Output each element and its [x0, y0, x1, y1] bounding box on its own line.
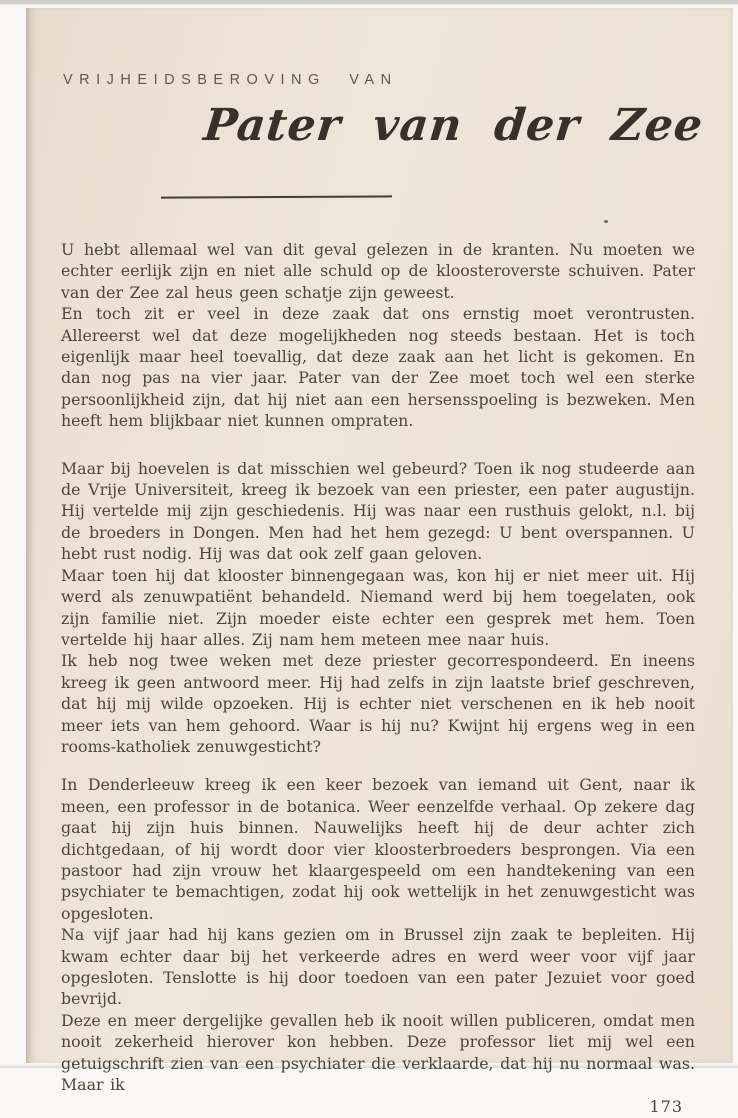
- body-paragraph: Na vijf jaar had hij kans gezien om in Brussel zijn zaak te bepleiten. Hij kwam echter daar bij het verkeerde adres en werd weer voor vijf jaar opgesloten. Tenslotte is hij door toedoen van een pater Jezuiet voor goed bevrijd.: [61, 925, 695, 1009]
- title-rule: [161, 195, 392, 198]
- body-paragraph: U hebt allemaal wel van dit geval gelezen in de kranten. Nu moeten we echter eerlijk zijn en niet alle schuld op de kloosteroverste schuiven. Pater van der Zee zal heus geen schatje zijn geweest.: [61, 240, 695, 302]
- page-number: 173: [649, 1097, 683, 1117]
- body-paragraph: Maar toen hij dat klooster binnengegaan was, kon hij er niet meer uit. Hij werd als zenuwpatiënt behandeld. Niemand werd bij hem toegelaten, ook zijn familie niet. Zijn moeder eiste echter een gesprek met hem. Toen vertelde hij haar alles. Zij nam hem meteen mee naar huis.: [61, 565, 695, 649]
- text-section: [61, 458, 695, 758]
- text-section: [61, 774, 695, 1095]
- body-paragraph: Maar bij hoevelen is dat misschien wel gebeurd? Toen ik nog studeerde aan de Vrije Universiteit, kreeg ik bezoek van een priester, een pater augustijn. Hij vertelde mij zijn geschiedenis. Hij was naar een rusthuis gelokt, n.l. bij de broeders in Dongen. Men had het hem gezegd: U bent overspannen. U hebt rust nodig. Hij was dat ook zelf gaan geloven.: [61, 458, 695, 564]
- print-speck: [604, 220, 608, 223]
- body-paragraph: Deze en meer dergelijke gevallen heb ik nooit willen publiceren, omdat men nooit zekerheid hierover kon hebben. Deze professor liet mij wel een getuigschrift zien van een psychiater die verklaarde, dat hij nu normaal was. Maar ik: [61, 1010, 695, 1095]
- chapter-kicker: VRIJHEIDSBEROVING VAN: [63, 72, 398, 88]
- body-paragraph: In Denderleeuw kreeg ik een keer bezoek van iemand uit Gent, naar ik meen, een professor in de botanica. Weer eenzelfde verhaal. Op zekere dag gaat hij zijn huis binnen. Nauwelijks heeft hij de deur achter zich dichtgedaan, of hij wordt door vier kloosterbroeders besprongen. Via een pastoor had zijn vrouw het klaargespeeld om een handtekening van een psychiater te bemachtigen, zodat hij ook wettelijk in het zenuwgesticht was opgesloten.: [61, 775, 695, 923]
- body-paragraph: Ik heb nog twee weken met deze priester gecorrespondeerd. En ineens kreeg ik geen antwoord meer. Hij had zelfs in zijn laatste brief geschreven, dat hij mij wilde opzoeken. Hij is echter niet verschenen en ik heb nooit meer iets van hem gehoord. Waar is hij nu? Kwijnt hij ergens weg in een rooms-katholiek zenuwgesticht?: [61, 651, 695, 756]
- text-section: [61, 239, 695, 432]
- paper-page: [26, 8, 733, 1117]
- chapter-title: Pater van der Zee: [201, 100, 706, 151]
- body-text: [61, 239, 695, 1118]
- body-paragraph: En toch zit er veel in deze zaak dat ons ernstig moet verontrusten. Allereerst wel dat deze mogelijkheden nog steeds bestaan. Het is toch eigenlijk maar heel toevallig, dat deze zaak aan het licht is gekomen. En dan nog pas na vier jaar. Pater van der Zee moet toch wel een sterke persoonlijkheid zijn, dat hij niet aan een hersensspoeling is bezweken. Men heeft hem blijkbaar niet kunnen ompraten.: [61, 304, 695, 431]
